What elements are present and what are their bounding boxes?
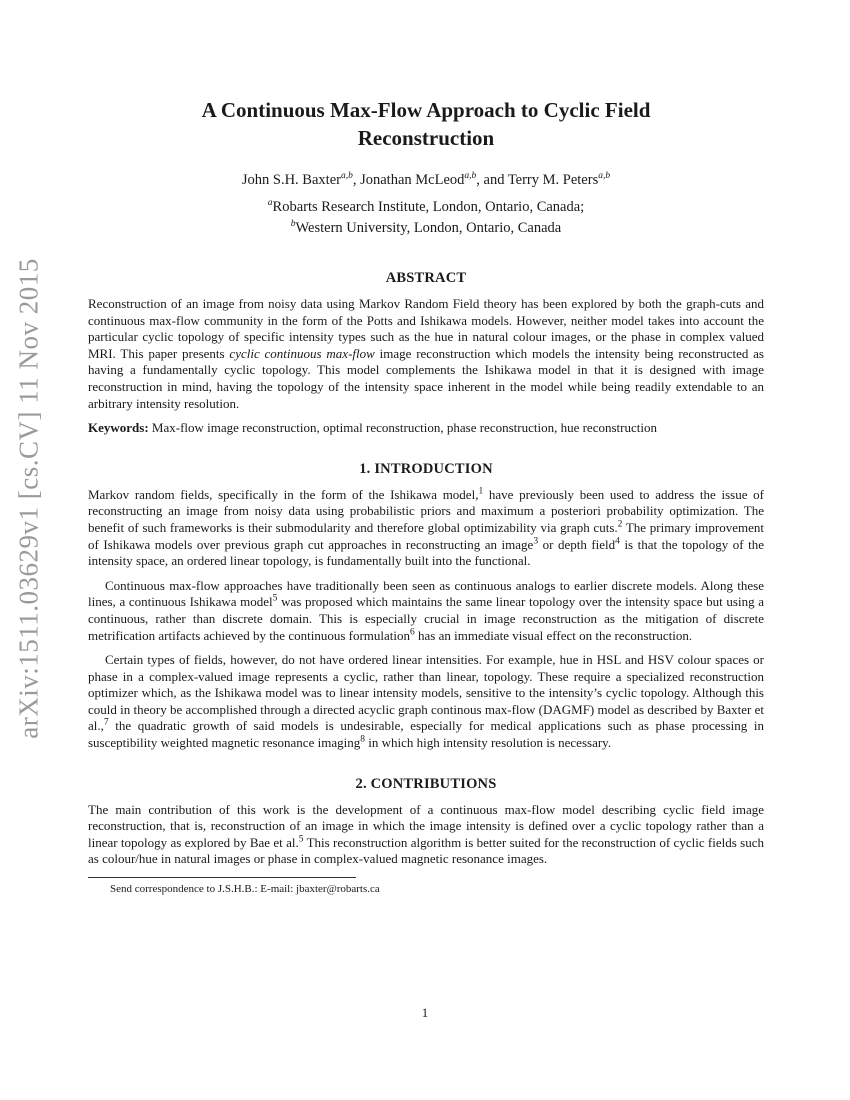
affiliation-a: [88, 197, 764, 218]
paragraph-text: have previously been used to address the issue of reconstructing an image from noisy data using probabilistic priors and maximum a posteriori probability optimization. The benefit of such frameworks is their submodularity and therefore global optimizability via graph cuts.: [88, 486, 764, 535]
citation-ref: 5: [298, 834, 304, 845]
intro-paragraph-1: [88, 487, 764, 570]
abstract-heading: ABSTRACT: [385, 270, 467, 286]
paragraph-text: in which high intensity resolution is necessary.: [364, 735, 612, 751]
paragraph-text: is that the topology of the intensity space, an ordered linear topology, is fundamentally built into the functional.: [88, 536, 765, 569]
contributions-heading: 2. CONTRIBUTIONS: [355, 775, 497, 792]
paragraph-text: has an immediate visual effect on the reconstruction.: [414, 627, 693, 643]
citation-ref: 1: [478, 486, 484, 497]
paragraph-text: This reconstruction algorithm is better suited for the reconstruction of cyclic fields such as colour/hue in natural images or phase in complex-valued magnetic resonance images.: [88, 834, 764, 867]
paragraph-text: Markov random fields, specifically in the form of the Ishikawa model,: [88, 486, 479, 502]
introduction-heading: 1. INTRODUCTION: [359, 460, 493, 477]
paper-page: [88, 96, 764, 896]
intro-paragraph-2: [88, 578, 764, 644]
abstract-text: image reconstruction which models the intensity being reconstructed as having a fundamentally cyclic topology. This model complements the Ishikawa model in that it is designed with image reconstruction in mind, having the topology of the intensity space inherent in the model while being readily extendable to an arbitrary intensity resolution.: [88, 345, 764, 411]
abstract-emphasis: cyclic continuous max-flow: [229, 345, 375, 361]
correspondence-footnote: Send correspondence to J.S.H.B.: E-mail: jbaxter@robarts.ca: [110, 883, 380, 896]
paragraph-text: The main contribution of this work is the development of a continuous max-flow model describing cyclic field image reconstruction, that is, reconstruction of an image in which the image intensity is defined over a cyclic topology rather than a linear topology as explored by Bae et al.: [88, 801, 764, 850]
paragraph-text: or depth field: [538, 536, 616, 552]
citation-ref: 7: [103, 718, 109, 729]
citation-ref: 3: [533, 536, 539, 547]
page-number: 1: [421, 1005, 429, 1020]
abstract-paragraph: [88, 296, 764, 412]
citation-ref: 8: [360, 734, 365, 745]
author-separator: , and: [476, 172, 508, 188]
author-name: John S.H. Baxter: [241, 172, 341, 188]
keywords-line: [88, 420, 764, 437]
citation-ref: 4: [615, 536, 620, 547]
affiliation-text: Western University, London, Ontario, Canada: [295, 220, 562, 236]
author-name: Terry M. Peters: [507, 172, 599, 188]
paragraph-text: the quadratic growth of said models is undesirable, especially for medical applications such as phase processing in susceptibility weighted magnetic resonance imaging: [88, 718, 764, 751]
keywords-label: Keywords:: [88, 420, 149, 436]
paragraph-text: was proposed which maintains the same linear topology over the intensity space but using a continuous, rather than discrete domain. This is especially crucial in image reconstruction as the mitigation of discrete metrification artifacts achieved by the continuous formulation: [88, 594, 764, 643]
author-affiliation-mark: a,b: [598, 171, 611, 182]
paper-title: A Continuous Max-Flow Approach to Cyclic Field Reconstruction: [201, 98, 651, 150]
author-affiliation-mark: a,b: [340, 171, 353, 182]
citation-ref: 2: [617, 519, 623, 530]
intro-paragraph-3: [88, 652, 764, 752]
affiliations: [88, 197, 764, 239]
abstract-text: Reconstruction of an image from noisy data using Markov Random Field theory has been explored by both the graph-cuts and continuous max-flow community in the form of the Potts and Ishikawa models. However, neither model takes into account the particular cyclic topology of specific intensity types such as the hue in natural colour images, or the phase in complex valued MRI. This paper presents: [88, 296, 764, 361]
affiliation-mark: a: [267, 198, 273, 209]
citation-ref: 6: [410, 627, 415, 638]
author-separator: ,: [352, 172, 361, 188]
arxiv-identifier: arXiv:1511.03629v1 [cs.CV] 11 Nov 2015: [13, 257, 44, 739]
footnote-divider: [88, 877, 356, 878]
keywords-text: Max-flow image reconstruction, optimal reconstruction, phase reconstruction, hue reconstruction: [151, 420, 657, 436]
citation-ref: 5: [272, 593, 278, 604]
author-name: Jonathan McLeod: [360, 172, 465, 188]
author-affiliation-mark: a,b: [464, 171, 477, 182]
paragraph-text: The primary improvement of Ishikawa models over previous graph cut approaches in reconstructing an image: [88, 519, 764, 552]
contributions-paragraph: [88, 802, 764, 868]
affiliation-text: Robarts Research Institute, London, Ontario, Canada;: [272, 199, 585, 215]
affiliation-b: [88, 218, 764, 239]
arxiv-side-stamp: [8, 257, 50, 739]
paragraph-text: Certain types of fields, however, do not have ordered linear intensities. For example, hue in HSL and HSV colour spaces or phase in a complex-valued image represents a cyclic, rather than linear, topology. These require a specialized reconstruction optimizer which, as the Ishikawa model was to linear intensity models, sensitive to the intensity’s cyclic topology. Although this could in theory be accomplished through a directed acyclic graph continous max-flow (DAGMF) model as described by Baxter et al.,: [88, 652, 764, 734]
author-list: [88, 172, 764, 189]
affiliation-mark: b: [290, 219, 296, 230]
paragraph-text: Continuous max-flow approaches have traditionally been seen as continuous analogs to earlier discrete models. Along these lines, a continuous Ishikawa model: [88, 577, 764, 610]
